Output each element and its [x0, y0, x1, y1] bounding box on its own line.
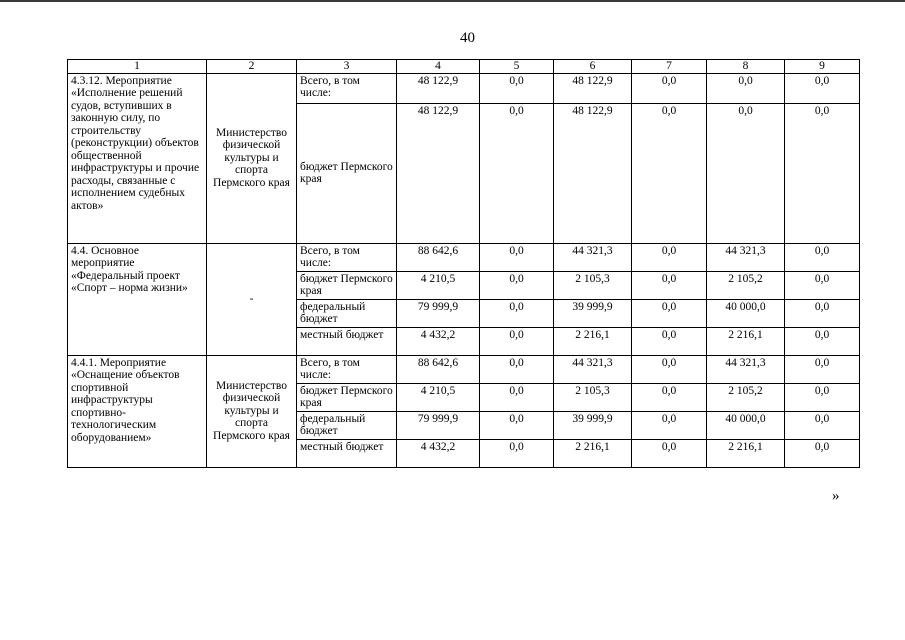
value-cell: 0,0	[785, 327, 860, 355]
header-cell: 4	[397, 60, 480, 74]
value-cell: 0,0	[480, 355, 554, 383]
value-cell: 2 216,1	[554, 327, 632, 355]
value-cell: 0,0	[480, 383, 554, 411]
value-cell: 2 105,2	[707, 271, 785, 299]
source-cell: местный бюджет	[297, 327, 397, 355]
source-cell: бюджет Пермского края	[297, 383, 397, 411]
value-cell: 0,0	[632, 73, 707, 103]
value-cell: 0,0	[480, 73, 554, 103]
activity-cell: 4.4.1. Мероприятие «Оснащение объектов спортивной инфраструктуры спортивно-технологическим оборудованием»	[68, 355, 207, 467]
value-cell: 0,0	[785, 439, 860, 467]
value-cell: 40 000,0	[707, 299, 785, 327]
activity-cell: 4.4. Основное мероприятие «Федеральный проект «Спорт – норма жизни»	[68, 243, 207, 355]
value-cell: 0,0	[707, 103, 785, 243]
value-cell: 2 105,3	[554, 271, 632, 299]
source-cell: Всего, в том числе:	[297, 243, 397, 271]
value-cell: 88 642,6	[397, 243, 480, 271]
value-cell: 0,0	[632, 271, 707, 299]
scan-top-edge	[0, 0, 905, 2]
executor-cell: -	[207, 243, 297, 355]
table-row	[68, 243, 860, 271]
header-cell: 7	[632, 60, 707, 74]
value-cell: 0,0	[785, 299, 860, 327]
value-cell: 44 321,3	[554, 355, 632, 383]
value-cell: 0,0	[480, 411, 554, 439]
value-cell: 4 432,2	[397, 327, 480, 355]
value-cell: 39 999,9	[554, 299, 632, 327]
page-number: 40	[460, 30, 475, 46]
value-cell: 4 432,2	[397, 439, 480, 467]
value-cell: 0,0	[480, 439, 554, 467]
value-cell: 0,0	[785, 411, 860, 439]
value-cell: 79 999,9	[397, 299, 480, 327]
source-cell: Всего, в том числе:	[297, 355, 397, 383]
value-cell: 0,0	[632, 327, 707, 355]
header-cell: 6	[554, 60, 632, 74]
header-row	[68, 60, 860, 74]
value-cell: 0,0	[707, 73, 785, 103]
header-cell: 8	[707, 60, 785, 74]
value-cell: 0,0	[632, 439, 707, 467]
value-cell: 2 216,1	[707, 327, 785, 355]
value-cell: 0,0	[480, 103, 554, 243]
value-cell: 48 122,9	[554, 73, 632, 103]
value-cell: 0,0	[785, 383, 860, 411]
header-cell: 2	[207, 60, 297, 74]
value-cell: 0,0	[480, 243, 554, 271]
financing-table	[67, 59, 860, 468]
value-cell: 2 105,3	[554, 383, 632, 411]
header-cell: 3	[297, 60, 397, 74]
value-cell: 0,0	[785, 243, 860, 271]
value-cell: 44 321,3	[707, 243, 785, 271]
value-cell: 39 999,9	[554, 411, 632, 439]
value-cell: 0,0	[785, 271, 860, 299]
value-cell: 0,0	[785, 355, 860, 383]
header-cell: 5	[480, 60, 554, 74]
header-cell: 1	[68, 60, 207, 74]
source-cell: Всего, в том числе:	[297, 73, 397, 103]
source-cell: бюджет Пермского края	[297, 271, 397, 299]
value-cell: 0,0	[785, 103, 860, 243]
value-cell: 0,0	[632, 103, 707, 243]
value-cell: 0,0	[632, 383, 707, 411]
value-cell: 48 122,9	[397, 73, 480, 103]
value-cell: 0,0	[480, 299, 554, 327]
value-cell: 0,0	[632, 299, 707, 327]
value-cell: 0,0	[632, 355, 707, 383]
value-cell: 4 210,5	[397, 383, 480, 411]
value-cell: 0,0	[480, 271, 554, 299]
value-cell: 0,0	[785, 73, 860, 103]
value-cell: 2 216,1	[554, 439, 632, 467]
value-cell: 48 122,9	[554, 103, 632, 243]
activity-cell: 4.3.12. Мероприятие «Исполнение решений судов, вступивших в законную силу, по строительству (реконструкции) объектов общественной инфраструктуры и прочие расходы, связанные с исполнением судебных актов»	[68, 73, 207, 243]
executor-cell: Министерство физической культуры и спорта Пермского края	[207, 73, 297, 243]
value-cell: 0,0	[632, 411, 707, 439]
value-cell: 40 000,0	[707, 411, 785, 439]
table-row	[68, 355, 860, 383]
table-row	[68, 73, 860, 103]
value-cell: 4 210,5	[397, 271, 480, 299]
value-cell: 48 122,9	[397, 103, 480, 243]
source-cell: местный бюджет	[297, 439, 397, 467]
executor-cell: Министерство физической культуры и спорта Пермского края	[207, 355, 297, 467]
source-cell: федеральный бюджет	[297, 299, 397, 327]
value-cell: 0,0	[632, 243, 707, 271]
value-cell: 44 321,3	[554, 243, 632, 271]
closing-quote: »	[832, 488, 840, 504]
value-cell: 0,0	[480, 327, 554, 355]
source-cell: федеральный бюджет	[297, 411, 397, 439]
value-cell: 79 999,9	[397, 411, 480, 439]
source-cell: бюджет Пермского края	[297, 103, 397, 243]
value-cell: 2 216,1	[707, 439, 785, 467]
value-cell: 2 105,2	[707, 383, 785, 411]
value-cell: 44 321,3	[707, 355, 785, 383]
value-cell: 88 642,6	[397, 355, 480, 383]
header-cell: 9	[785, 60, 860, 74]
